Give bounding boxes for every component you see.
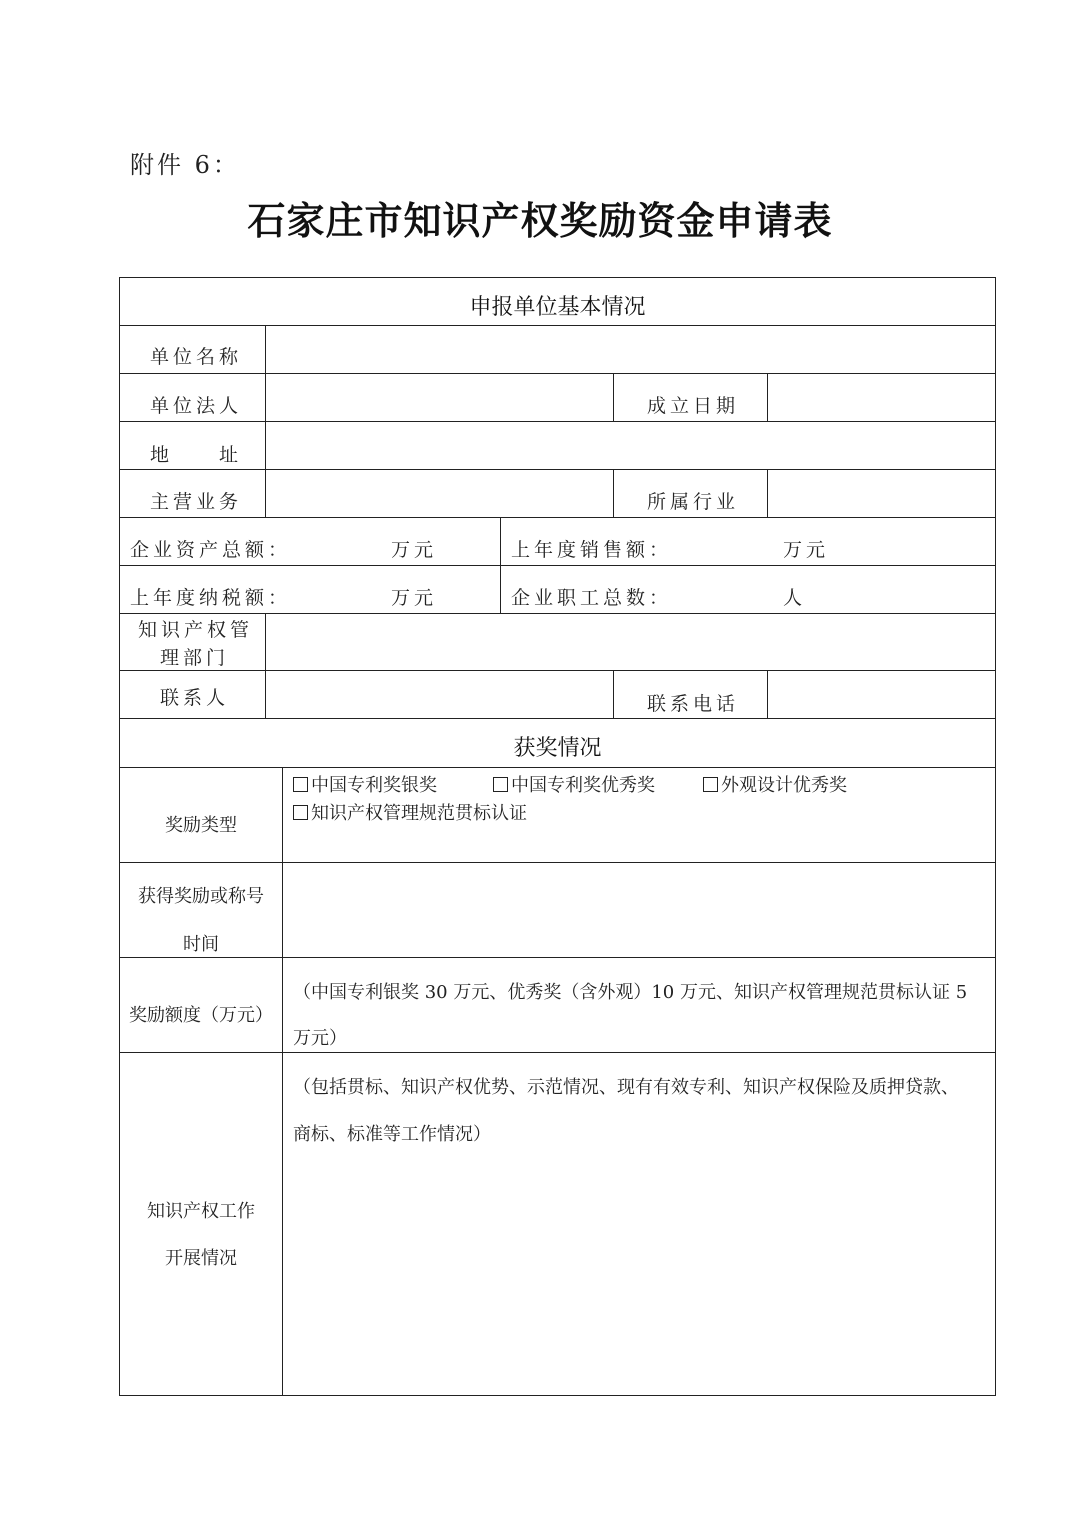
award-amount-note-line2: 万元） xyxy=(293,1028,347,1049)
award-type-label: 奖励类型 xyxy=(165,815,237,836)
award-amount-note-line1: （中国专利银奖 30 万元、优秀奖（含外观）10 万元、知识产权管理规范贯标认证 5 xyxy=(293,982,968,1003)
address-field[interactable] xyxy=(265,421,996,470)
ip-work-note-line2: 商标、标准等工作情况） xyxy=(293,1124,491,1145)
checkbox-icon xyxy=(293,777,308,792)
form-title: 石家庄市知识产权奖励资金申请表 xyxy=(247,199,833,243)
address-label: 地 址 xyxy=(150,444,243,466)
employees-label: 企业职工总数： xyxy=(511,587,673,609)
award-amount-label: 奖励额度（万元） xyxy=(129,1005,273,1026)
phone-field[interactable] xyxy=(767,670,996,719)
total-assets-unit: 万元 xyxy=(391,539,438,561)
founding-date-label: 成立日期 xyxy=(647,395,740,417)
phone-label: 联系电话 xyxy=(647,693,740,715)
contact-label: 联系人 xyxy=(160,687,230,709)
checkbox-icon xyxy=(293,805,308,820)
ip-work-label-line1: 知识产权工作 xyxy=(147,1201,255,1222)
option-label: 中国专利奖银奖 xyxy=(311,775,437,796)
award-time-label-line2: 时间 xyxy=(183,934,219,955)
total-assets-label: 企业资产总额： xyxy=(130,539,292,561)
option-china-patent-excellence[interactable] xyxy=(493,771,655,797)
contact-field[interactable] xyxy=(265,670,614,719)
founding-date-field[interactable] xyxy=(767,373,996,422)
option-ip-management-certification[interactable] xyxy=(293,799,527,825)
option-label: 知识产权管理规范贯标认证 xyxy=(311,803,527,824)
unit-name-label: 单位名称 xyxy=(150,346,243,368)
basic-section-title: 申报单位基本情况 xyxy=(469,295,646,320)
industry-field[interactable] xyxy=(767,469,996,518)
option-label: 中国专利奖优秀奖 xyxy=(511,775,655,796)
main-business-label: 主营业务 xyxy=(150,491,243,513)
legal-person-label: 单位法人 xyxy=(150,395,243,417)
ip-dept-label-line2: 理部门 xyxy=(160,647,230,669)
award-section-title: 获奖情况 xyxy=(513,736,602,761)
ip-dept-label-line1: 知识产权管 xyxy=(138,619,254,641)
ip-work-note-line1: （包括贯标、知识产权优势、示范情况、现有有效专利、知识产权保险及质押贷款、 xyxy=(293,1077,959,1098)
checkbox-icon xyxy=(493,777,508,792)
legal-person-field[interactable] xyxy=(265,373,614,422)
ip-work-label-line2: 开展情况 xyxy=(165,1248,237,1269)
checkbox-icon xyxy=(703,777,718,792)
ip-work-label-cell xyxy=(119,1052,283,1396)
ip-work-field[interactable] xyxy=(282,1052,996,1396)
last-tax-label: 上年度纳税额： xyxy=(130,587,292,609)
last-tax-unit: 万元 xyxy=(391,587,438,609)
main-business-field[interactable] xyxy=(265,469,614,518)
ip-dept-field[interactable] xyxy=(265,613,996,671)
option-china-patent-silver[interactable] xyxy=(293,771,437,797)
last-sales-label: 上年度销售额： xyxy=(511,539,673,561)
award-time-field[interactable] xyxy=(282,862,996,958)
award-time-label-line1: 获得奖励或称号 xyxy=(138,886,264,907)
last-sales-unit: 万元 xyxy=(783,539,830,561)
employees-unit: 人 xyxy=(783,587,807,609)
industry-label: 所属行业 xyxy=(647,491,740,513)
option-design-excellence[interactable] xyxy=(703,771,847,797)
award-amount-field[interactable] xyxy=(282,957,996,1053)
unit-name-field[interactable] xyxy=(265,325,996,374)
option-label: 外观设计优秀奖 xyxy=(721,775,847,796)
attachment-label: 附件 6： xyxy=(130,151,240,179)
